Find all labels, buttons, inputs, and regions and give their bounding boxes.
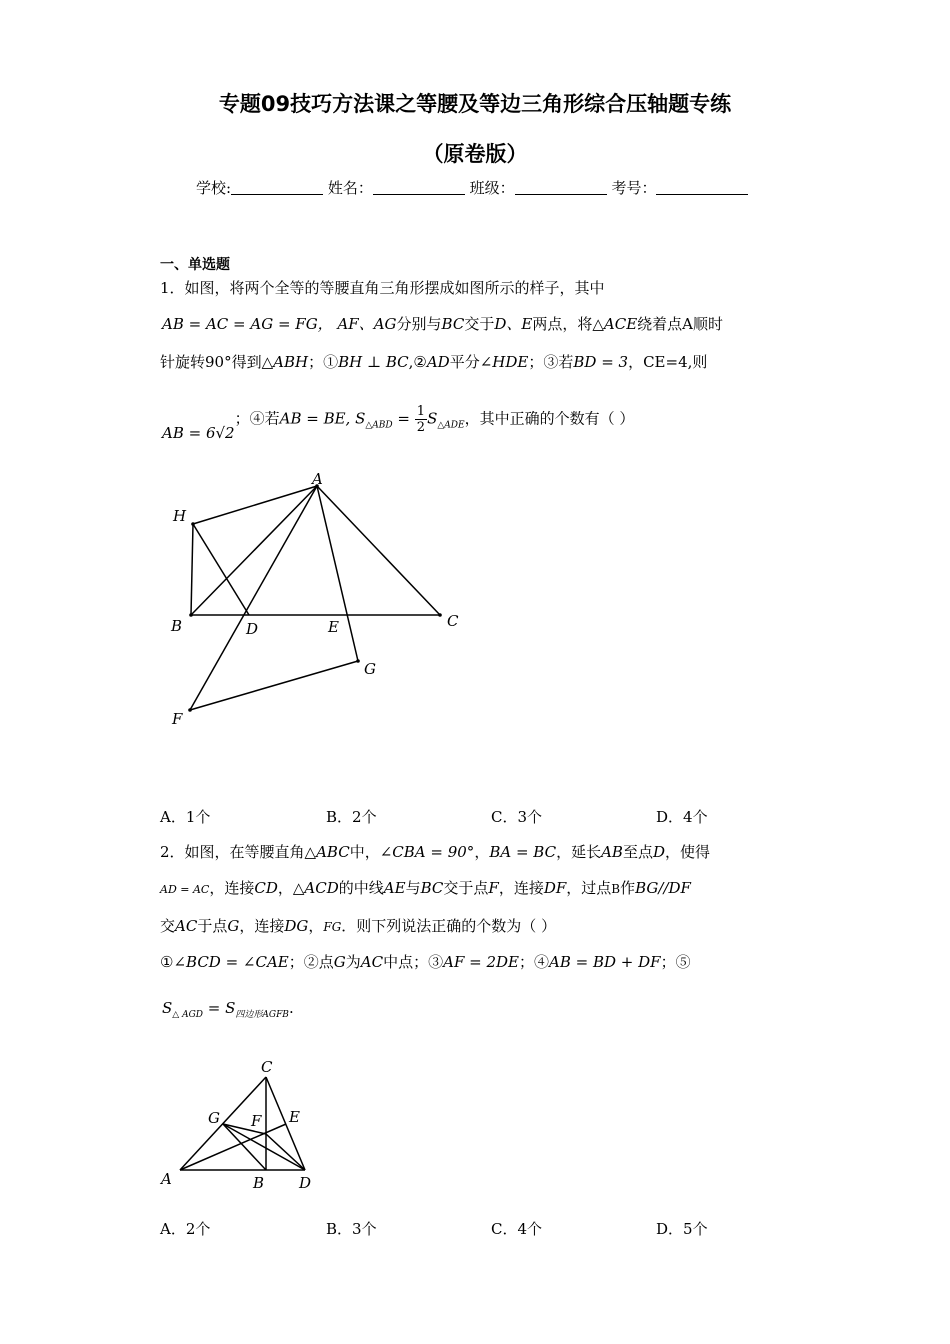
q2-option-d[interactable]: D．5个 xyxy=(656,1220,708,1238)
q1-line4 xyxy=(162,404,635,442)
q1-text: 针旋转90°得到 xyxy=(160,353,262,371)
q2-text: 作 xyxy=(620,879,636,897)
q2-text: ；②点 xyxy=(288,953,334,971)
q2-text: ，延长 xyxy=(556,843,602,861)
exam-no-blank[interactable] xyxy=(656,180,748,195)
q2-text: ， xyxy=(474,843,490,861)
q1-text: ,② xyxy=(408,353,427,371)
q2-period: . xyxy=(288,999,294,1017)
doc-subtitle: （原卷版） xyxy=(422,142,528,166)
q2-text: ，使得 xyxy=(665,843,711,861)
q2-cd: CD xyxy=(254,879,278,897)
q1-equals: = xyxy=(397,409,410,428)
q2-df: DF xyxy=(543,879,567,897)
q2-text: 交 xyxy=(160,917,176,935)
label-e: E xyxy=(289,1108,300,1126)
label-b: B xyxy=(253,1174,265,1192)
q1-triangle-ace: △ACE xyxy=(592,315,638,333)
q1-line3 xyxy=(160,352,707,372)
q2-text: 于点 xyxy=(197,917,228,935)
q2-line1 xyxy=(160,842,710,862)
q2-bg-parallel-df: BG//DF xyxy=(635,879,691,897)
q1-figure xyxy=(160,468,470,730)
school-blank[interactable] xyxy=(231,180,323,195)
q2-stmt1: ∠BCD = ∠CAE xyxy=(173,953,289,971)
exam-no-label: 考号： xyxy=(611,179,657,197)
q1-s: S xyxy=(427,409,438,428)
q1-bd-eq-3: BD = 3 xyxy=(573,353,629,371)
q1-sub-abd: △ABD xyxy=(365,420,393,431)
q1-fraction-half xyxy=(415,404,427,435)
q1-triangle-abh: △ABH xyxy=(261,353,309,371)
q1-line2 xyxy=(162,314,723,334)
label-g: G xyxy=(364,660,376,678)
q2-stmt4: AB = BD + DF xyxy=(549,953,661,971)
q2-g: G xyxy=(333,953,346,971)
q2-equals-s: = S xyxy=(207,999,236,1017)
section-heading: 一、单选题 xyxy=(160,257,230,273)
label-c: C xyxy=(447,612,459,630)
label-b: B xyxy=(171,617,183,635)
q2-ac: AC xyxy=(175,917,198,935)
q2-b: B xyxy=(611,882,621,896)
frac-num: 1 xyxy=(416,404,426,419)
q2-g: G xyxy=(227,917,240,935)
q2-triangle-abc: △ABC xyxy=(304,843,350,861)
q2-text: ；⑤ xyxy=(660,953,691,971)
class-blank[interactable] xyxy=(515,180,607,195)
doc-title: 专题09技巧方法课之等腰及等边三角形综合压轴题专练 xyxy=(218,92,732,116)
label-d: D xyxy=(299,1174,312,1192)
q2-text: 中点；③ xyxy=(383,953,444,971)
q2-option-a[interactable]: A．2个 xyxy=(160,1220,211,1238)
q1-text: ；① xyxy=(308,353,339,371)
q1-de: D、E xyxy=(494,315,533,333)
q1-af-ag: AF、AG xyxy=(337,315,397,333)
q1-point-a: A xyxy=(682,315,693,333)
label-c: C xyxy=(261,1058,273,1076)
label-g: G xyxy=(208,1109,220,1127)
seg-hd xyxy=(193,524,249,615)
q2-line2 xyxy=(160,878,691,900)
q2-stmt3: AF = 2DE xyxy=(443,953,519,971)
q1-bc: BC xyxy=(441,315,465,333)
q2-text: 为 xyxy=(345,953,361,971)
q1-text: 顺时 xyxy=(693,315,724,333)
label-h: H xyxy=(173,507,187,525)
q2-dg: DG xyxy=(284,917,309,935)
q2-text: ， xyxy=(277,879,293,897)
q1-text: ；③若 xyxy=(528,353,574,371)
frac-den: 2 xyxy=(416,420,426,435)
q1-line1: 1．如图，将两个全等的等腰直角三角形摆成如图所示的样子，其中 xyxy=(160,279,605,297)
q2-option-c[interactable]: C．4个 xyxy=(491,1220,543,1238)
q2-text: ，过点 xyxy=(566,879,612,897)
q1-option-a[interactable]: A．1个 xyxy=(160,808,211,826)
q1-text: ；④若 xyxy=(234,409,280,428)
q2-text: ，连接 xyxy=(209,879,255,897)
q1-bh-perp-bc: BH ⊥ BC xyxy=(338,353,409,371)
seg-gd xyxy=(223,1124,305,1170)
q2-bc: BC xyxy=(420,879,444,897)
q1-text: 两点，将 xyxy=(532,315,593,333)
name-blank[interactable] xyxy=(373,180,465,195)
q1-text: 绕着点 xyxy=(637,315,683,333)
seg-gb xyxy=(223,1124,266,1170)
q2-ba-bc: BA = BC xyxy=(489,843,557,861)
q2-text: ， xyxy=(308,917,324,935)
q1-text: 平分 xyxy=(449,353,480,371)
q2-line4 xyxy=(160,952,691,972)
seg-fg xyxy=(190,661,358,710)
q1-option-c[interactable]: C．3个 xyxy=(491,808,543,826)
student-info-line xyxy=(196,177,748,198)
q2-fg: FG xyxy=(323,920,342,934)
q1-text: ，CE=4,则 xyxy=(628,353,708,371)
q1-option-b[interactable]: B．2个 xyxy=(326,808,377,826)
q1-text: 分别与 xyxy=(396,315,442,333)
q2-ae: AE xyxy=(383,879,406,897)
q2-text: 与 xyxy=(405,879,421,897)
seg-ae xyxy=(180,1124,286,1170)
q2-d: D xyxy=(652,843,665,861)
label-e: E xyxy=(328,618,339,636)
q1-eq-abacag: AB = AC = AG = FG， xyxy=(162,315,333,333)
q2-text: ，连接 xyxy=(239,917,285,935)
q2-ac: AC xyxy=(360,953,384,971)
q2-ad-ac: AD = AC xyxy=(160,883,210,896)
q1-ab-6root2: AB = 6√2 xyxy=(162,423,235,442)
q2-triangle-acd: △ACD xyxy=(292,879,339,897)
q1-option-d[interactable]: D．4个 xyxy=(656,808,708,826)
q2-text: 的中线 xyxy=(338,879,384,897)
q1-ad: AD xyxy=(426,353,450,371)
q2-text: 至点 xyxy=(622,843,653,861)
q2-figure xyxy=(155,1052,330,1197)
q2-text: 交于点 xyxy=(443,879,489,897)
q2-text: ① xyxy=(160,953,174,971)
name-label: 姓名： xyxy=(327,179,373,197)
q1-text: ，其中正确的个数有（ ） xyxy=(464,409,635,428)
q1-sub-ade: △ADE xyxy=(437,420,465,431)
label-f: F xyxy=(251,1112,262,1130)
q2-line5 xyxy=(162,998,294,1025)
seg-ac xyxy=(317,486,440,615)
q2-text: ，连接 xyxy=(498,879,544,897)
q1-angle-hde: ∠HDE xyxy=(479,353,529,371)
q2-text: 中， xyxy=(349,843,380,861)
q2-angle-cba: ∠CBA = 90° xyxy=(379,843,475,861)
label-f: F xyxy=(172,710,183,728)
q1-text: 交于 xyxy=(464,315,495,333)
q2-s: S xyxy=(162,999,173,1017)
label-a: A xyxy=(312,470,323,488)
q2-line3 xyxy=(160,916,556,937)
q2-sub-agd: △ AGD xyxy=(172,1010,203,1020)
seg-hb xyxy=(191,524,193,615)
school-label: 学校: xyxy=(196,179,232,197)
q2-text: ；④ xyxy=(518,953,549,971)
label-d: D xyxy=(246,620,259,638)
q2-text: 2．如图，在等腰直角 xyxy=(160,843,305,861)
q2-sub-quad: 四边形AGFB xyxy=(235,1010,289,1020)
q2-text: ．则下列说法正确的个数为（ ） xyxy=(341,917,557,935)
q2-option-b[interactable]: B．3个 xyxy=(326,1220,377,1238)
label-a: A xyxy=(161,1170,172,1188)
class-label: 班级： xyxy=(469,179,515,197)
q2-ab: AB xyxy=(601,843,623,861)
q2-f: F xyxy=(488,879,499,897)
q1-ab-be: AB = BE, S xyxy=(279,409,366,428)
